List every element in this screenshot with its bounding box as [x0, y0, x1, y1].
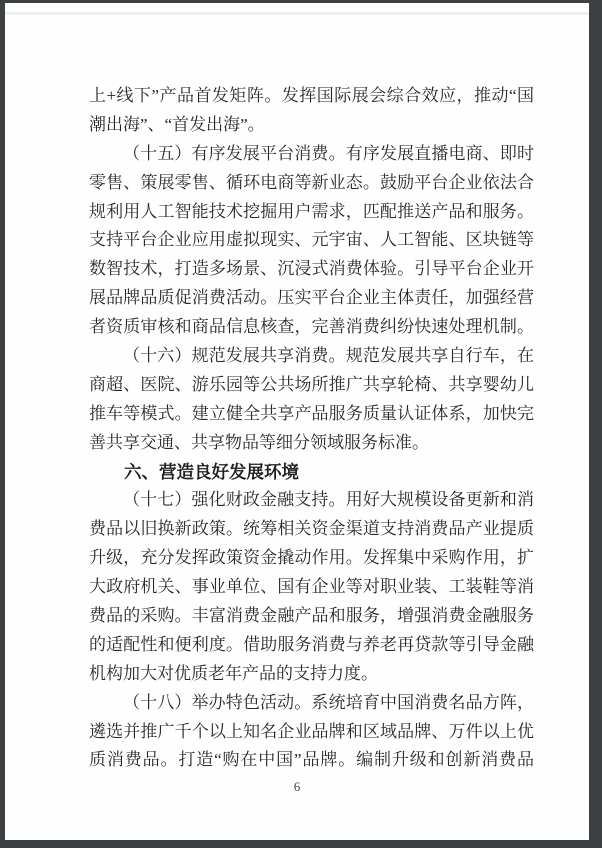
text-line: 遴选并推广千个以上知名企业品牌和区域品牌、万件以上优 — [89, 721, 534, 741]
text-line: 上+线下”产品首发矩阵。发挥国际展会综合效应，推动“国 — [89, 86, 534, 105]
section-heading: 六、营造良好发展环境 — [124, 461, 299, 482]
text-line: 升级，充分发挥政策资金撬动作用。发挥集中采购作用，扩 — [89, 548, 534, 568]
text-line: 善共享交通、共享物品等细分领域服务标准。 — [89, 432, 429, 452]
text-line: 数智技术，打造多场景、沉浸式消费体验。引导平台企业开 — [89, 259, 534, 279]
text-line: 大政府机关、事业单位、国有企业等对职业装、工装鞋等消 — [89, 577, 534, 597]
text-line: 的适配性和便利度。借助服务消费与养老再贷款等引导金融 — [89, 634, 534, 654]
text-line: （十八）举办特色活动。系统培育中国消费名品方阵， — [123, 692, 534, 712]
text-line: 费品以旧换新政策。统筹相关资金渠道支持消费品产业提质 — [89, 519, 534, 539]
document-page — [5, 3, 589, 840]
text-line: （十五）有序发展平台消费。有序发展直播电商、即时 — [123, 143, 534, 163]
text-line: 费品的采购。丰富消费金融产品和服务，增强消费金融服务 — [89, 606, 534, 626]
page-number: 6 — [293, 779, 301, 794]
text-line: 推车等模式。建立健全共享产品服务质量认证体系，加快完 — [89, 403, 534, 423]
text-line: 规利用人工智能技术挖掘用户需求，匹配推送产品和服务。 — [89, 201, 534, 221]
text-line: 潮出海”、“首发出海”。 — [89, 114, 265, 134]
text-line: 展品牌品质促消费活动。压实平台企业主体责任，加强经营 — [89, 288, 534, 308]
text-line: 机构加大对优质老年产品的支持力度。 — [89, 663, 378, 683]
text-line: 零售、策展零售、循环电商等新业态。鼓励平台企业依法合 — [89, 172, 534, 192]
text-line: 者资质审核和商品信息核查，完善消费纠纷快速处理机制。 — [89, 317, 534, 337]
document-body — [89, 82, 534, 775]
text-line: （十六）规范发展共享消费。规范发展共享自行车，在 — [123, 346, 534, 366]
text-line: 支持平台企业应用虚拟现实、元宇宙、人工智能、区块链等 — [89, 230, 534, 250]
text-line: 商超、医院、游乐园等公共场所推广共享轮椅、共享婴幼儿 — [89, 374, 534, 394]
scan-edge-artifact — [5, 12, 589, 15]
text-line: （十七）强化财政金融支持。用好大规模设备更新和消 — [123, 490, 534, 510]
text-line: 质消费品。打造“购在中国”品牌。编制升级和创新消费品 — [89, 750, 534, 770]
